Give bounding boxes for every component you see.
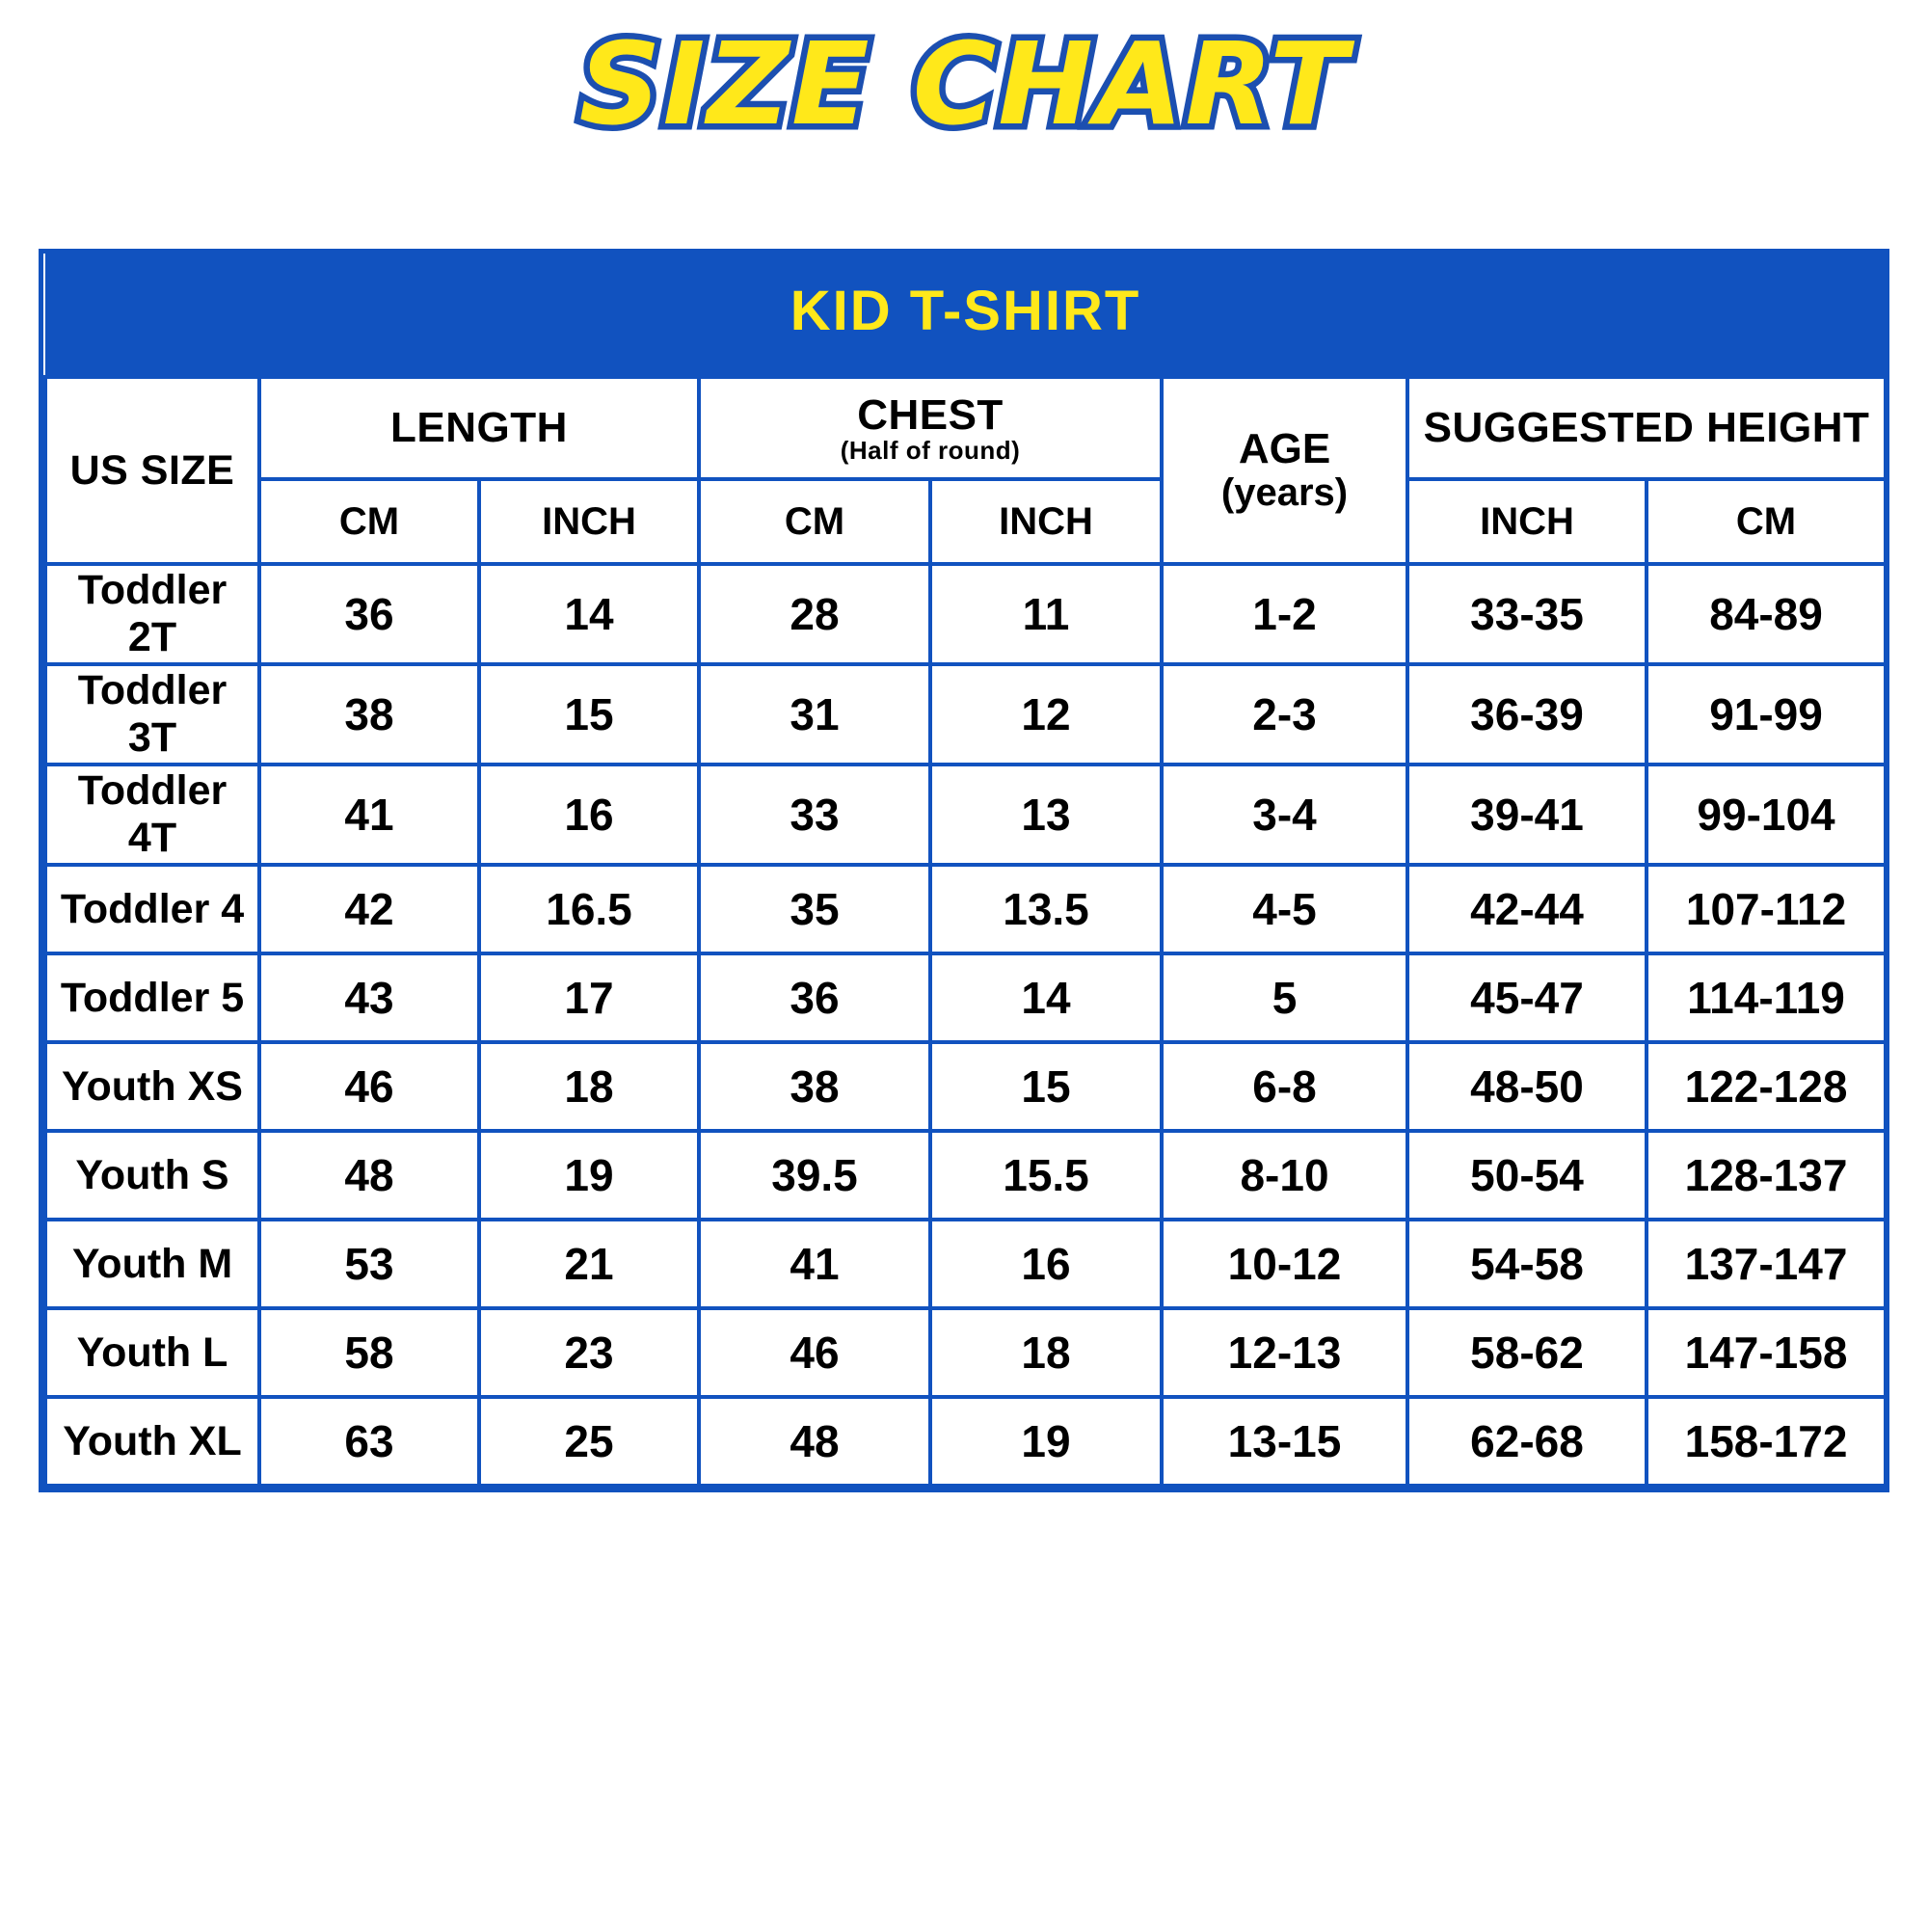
cell-length-cm: 58 [259, 1308, 479, 1397]
cell-height-inch: 33-35 [1407, 564, 1647, 664]
cell-chest-inch: 11 [930, 564, 1162, 664]
cell-size: Toddler 5 [45, 953, 259, 1042]
cell-chest-cm: 35 [699, 865, 930, 953]
cell-age: 2-3 [1162, 664, 1407, 765]
cell-size: Youth XS [45, 1042, 259, 1131]
header-height-cm: CM [1647, 479, 1886, 564]
cell-length-inch: 15 [479, 664, 699, 765]
table-row [45, 664, 1886, 765]
cell-age: 10-12 [1162, 1220, 1407, 1308]
page-title-container [0, 0, 1928, 150]
cell-length-cm: 41 [259, 765, 479, 865]
cell-length-cm: 38 [259, 664, 479, 765]
cell-height-inch: 39-41 [1407, 765, 1647, 865]
cell-length-cm: 43 [259, 953, 479, 1042]
cell-length-inch: 16.5 [479, 865, 699, 953]
cell-length-inch: 14 [479, 564, 699, 664]
cell-height-inch: 48-50 [1407, 1042, 1647, 1131]
header-group-row [45, 377, 1886, 479]
table-body [45, 564, 1886, 1486]
cell-size: Youth L [45, 1308, 259, 1397]
cell-height-inch: 45-47 [1407, 953, 1647, 1042]
cell-chest-cm: 36 [699, 953, 930, 1042]
header-length-cm: CM [259, 479, 479, 564]
cell-length-inch: 21 [479, 1220, 699, 1308]
cell-chest-inch: 15.5 [930, 1131, 1162, 1220]
cell-length-inch: 19 [479, 1131, 699, 1220]
header-age-label: AGE [1238, 425, 1331, 473]
cell-age: 3-4 [1162, 765, 1407, 865]
table-row [45, 765, 1886, 865]
cell-length-cm: 48 [259, 1131, 479, 1220]
cell-chest-cm: 48 [699, 1397, 930, 1486]
cell-chest-inch: 12 [930, 664, 1162, 765]
cell-height-inch: 50-54 [1407, 1131, 1647, 1220]
header-age [1162, 377, 1407, 564]
cell-chest-cm: 46 [699, 1308, 930, 1397]
header-age-sublabel: (years) [1220, 471, 1349, 515]
cell-chest-cm: 33 [699, 765, 930, 865]
table-row [45, 953, 1886, 1042]
cell-length-inch: 25 [479, 1397, 699, 1486]
cell-chest-cm: 41 [699, 1220, 930, 1308]
cell-height-inch: 54-58 [1407, 1220, 1647, 1308]
cell-height-cm: 107-112 [1647, 865, 1886, 953]
banner-label: KID T-SHIRT [45, 254, 1886, 377]
cell-size: Toddler 2T [45, 564, 259, 664]
cell-size: Toddler 3T [45, 664, 259, 765]
table-row [45, 564, 1886, 664]
cell-chest-inch: 16 [930, 1220, 1162, 1308]
cell-size: Toddler 4T [45, 765, 259, 865]
cell-height-cm: 158-172 [1647, 1397, 1886, 1486]
header-suggested-height-label: SUGGESTED HEIGHT [1423, 404, 1870, 451]
cell-height-cm: 137-147 [1647, 1220, 1886, 1308]
cell-chest-cm: 39.5 [699, 1131, 930, 1220]
page-title: SIZE CHART [578, 17, 1350, 150]
cell-height-cm: 84-89 [1647, 564, 1886, 664]
header-chest-label: CHEST [857, 390, 1004, 439]
cell-height-inch: 62-68 [1407, 1397, 1647, 1486]
cell-size: Youth XL [45, 1397, 259, 1486]
table-row [45, 1131, 1886, 1220]
cell-height-inch: 36-39 [1407, 664, 1647, 765]
cell-height-cm: 128-137 [1647, 1131, 1886, 1220]
cell-length-cm: 53 [259, 1220, 479, 1308]
header-us-size: US SIZE [45, 377, 259, 564]
cell-length-inch: 17 [479, 953, 699, 1042]
cell-length-inch: 18 [479, 1042, 699, 1131]
cell-size: Youth M [45, 1220, 259, 1308]
table-row [45, 1220, 1886, 1308]
cell-chest-inch: 19 [930, 1397, 1162, 1486]
cell-age: 13-15 [1162, 1397, 1407, 1486]
cell-chest-inch: 14 [930, 953, 1162, 1042]
header-suggested-height [1407, 377, 1886, 479]
cell-chest-cm: 28 [699, 564, 930, 664]
cell-length-cm: 63 [259, 1397, 479, 1486]
cell-height-cm: 122-128 [1647, 1042, 1886, 1131]
table-row [45, 865, 1886, 953]
cell-chest-cm: 38 [699, 1042, 930, 1131]
cell-length-cm: 46 [259, 1042, 479, 1131]
cell-age: 4-5 [1162, 865, 1407, 953]
table-row [45, 1308, 1886, 1397]
cell-chest-inch: 13 [930, 765, 1162, 865]
cell-height-cm: 114-119 [1647, 953, 1886, 1042]
cell-chest-inch: 15 [930, 1042, 1162, 1131]
size-chart-table [43, 254, 1888, 1488]
table-row [45, 1042, 1886, 1131]
table-row [45, 1397, 1886, 1486]
cell-age: 1-2 [1162, 564, 1407, 664]
cell-age: 8-10 [1162, 1131, 1407, 1220]
cell-age: 12-13 [1162, 1308, 1407, 1397]
cell-age: 6-8 [1162, 1042, 1407, 1131]
cell-height-inch: 58-62 [1407, 1308, 1647, 1397]
header-length [259, 377, 699, 479]
cell-length-cm: 36 [259, 564, 479, 664]
cell-height-cm: 147-158 [1647, 1308, 1886, 1397]
cell-length-inch: 23 [479, 1308, 699, 1397]
header-length-label: LENGTH [390, 404, 568, 451]
cell-chest-cm: 31 [699, 664, 930, 765]
header-chest-inch: INCH [930, 479, 1162, 564]
size-chart-table-container [39, 249, 1889, 1492]
cell-size: Toddler 4 [45, 865, 259, 953]
cell-height-cm: 99-104 [1647, 765, 1886, 865]
cell-chest-inch: 18 [930, 1308, 1162, 1397]
cell-length-inch: 16 [479, 765, 699, 865]
header-chest-sublabel: (Half of round) [840, 435, 1021, 465]
header-height-inch: INCH [1407, 479, 1647, 564]
cell-age: 5 [1162, 953, 1407, 1042]
cell-chest-inch: 13.5 [930, 865, 1162, 953]
header-subgroup-row [45, 479, 1886, 564]
cell-height-inch: 42-44 [1407, 865, 1647, 953]
header-chest [699, 377, 1162, 479]
table-banner-row [45, 254, 1886, 377]
cell-height-cm: 91-99 [1647, 664, 1886, 765]
header-chest-cm: CM [699, 479, 930, 564]
cell-length-cm: 42 [259, 865, 479, 953]
cell-size: Youth S [45, 1131, 259, 1220]
header-length-inch: INCH [479, 479, 699, 564]
